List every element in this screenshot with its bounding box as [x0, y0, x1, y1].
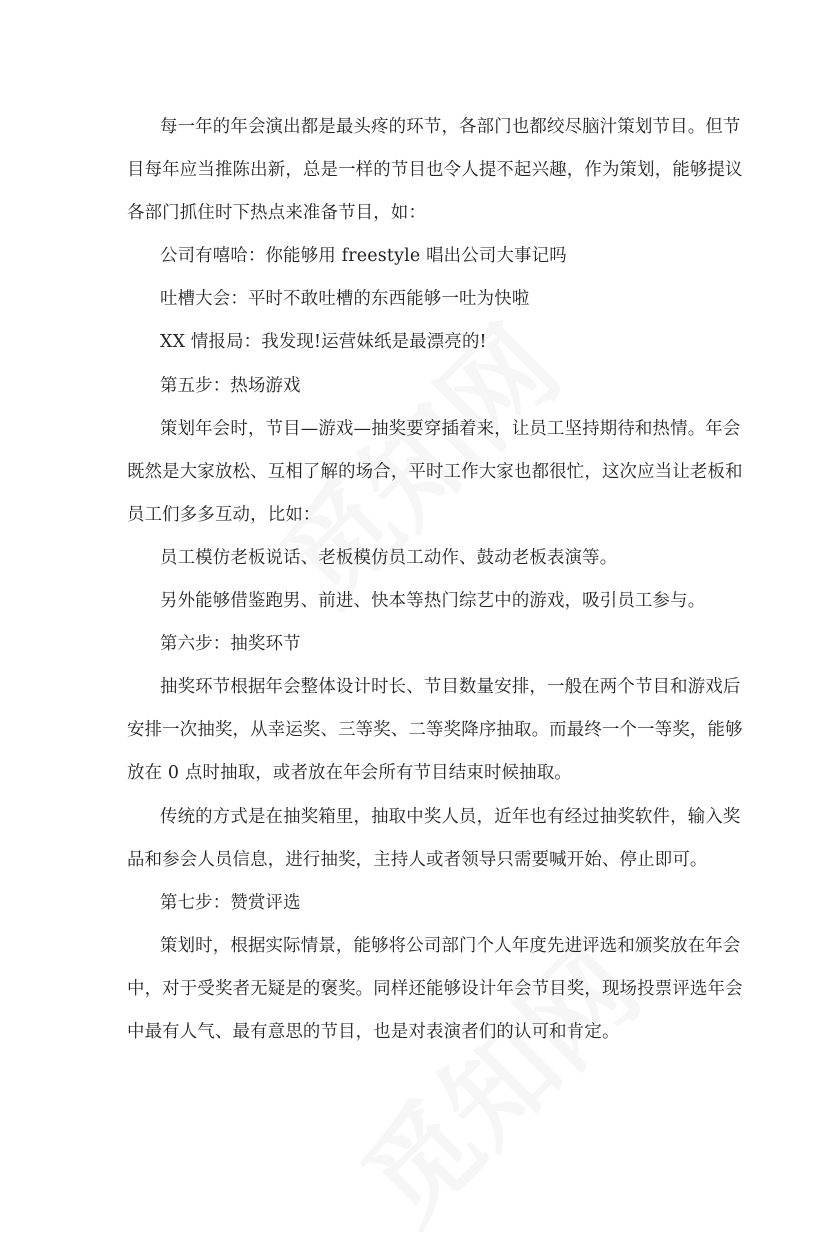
text-line: 第七步：赞赏评选 [160, 892, 301, 913]
paragraph [127, 278, 727, 321]
text-line: 员工们多多互动，比如： [127, 504, 321, 525]
text-line: 每一年的年会演出都是最头疼的环节，各部门也都绞尽脑汁策划节目。但节 [160, 117, 741, 137]
text-line: 传统的方式是在抽奖箱里，抽取中奖人员，近年也有经过抽奖软件，输入奖 [160, 806, 741, 827]
text-line: 各部门抓住时下热点来准备节目，如： [127, 203, 427, 224]
paragraph [127, 580, 727, 623]
text-line: 策划时，根据实际情景，能够将公司部门个人年度先进评选和颁奖放在年会 [160, 935, 741, 956]
paragraph [127, 623, 727, 666]
paragraph [127, 321, 727, 364]
text-line: 员工模仿老板说话、老板模仿员工动作、鼓动老板表演等。 [160, 547, 618, 568]
text-line: 放在 0 点时抽取，或者放在年会所有节目结束时候抽取。 [127, 763, 572, 784]
text-line: 公司有嘻哈：你能够用 freestyle 唱出公司大事记吗 [160, 246, 567, 267]
text-line: 吐槽大会：平时不敢吐槽的东西能够一吐为快啦 [160, 289, 530, 310]
text-line: 策划年会时，节目—游戏—抽奖要穿插着来，让员工坚持期待和热情。年会 [160, 418, 741, 439]
paragraph [127, 106, 743, 235]
text-line: 安排一次抽奖，从幸运奖、三等奖、二等奖降序抽取。而最终一个一等奖，能够 [127, 720, 743, 741]
paragraph [127, 537, 727, 580]
text-line: 中最有人气、最有意思的节目，也是对表演者们的认可和肯定。 [127, 1021, 620, 1042]
paragraph [127, 235, 727, 278]
paragraph [127, 796, 741, 882]
text-line: 另外能够借鉴跑男、前进、快本等热门综艺中的游戏，吸引员工参与。 [160, 591, 706, 612]
paragraph [127, 408, 743, 537]
text-line: 中，对于受奖者无疑是的褒奖。同样还能够设计年会节目奖，现场投票评选年会 [127, 978, 743, 999]
text-line: 第六步：抽奖环节 [160, 634, 301, 655]
paragraph [127, 882, 727, 925]
text-line: 品和参会人员信息，进行抽奖，主持人或者领导只需要喊开始、停止即可。 [127, 849, 708, 870]
document-body [127, 106, 743, 1054]
text-line: 目每年应当推陈出新，总是一样的节目也令人提不起兴趣，作为策划，能够提议 [127, 160, 743, 181]
paragraph [127, 925, 743, 1054]
paragraph [127, 365, 727, 408]
text-line: 抽奖环节根据年会整体设计时长、节目数量安排，一般在两个节目和游戏后 [160, 677, 741, 698]
text-line: 第五步：热场游戏 [160, 375, 301, 396]
text-line: 既然是大家放松、互相了解的场合，平时工作大家也都很忙，这次应当让老板和 [127, 461, 743, 482]
paragraph [127, 666, 743, 795]
text-line: XX 情报局：我发现!运营妹纸是最漂亮的! [160, 332, 487, 353]
